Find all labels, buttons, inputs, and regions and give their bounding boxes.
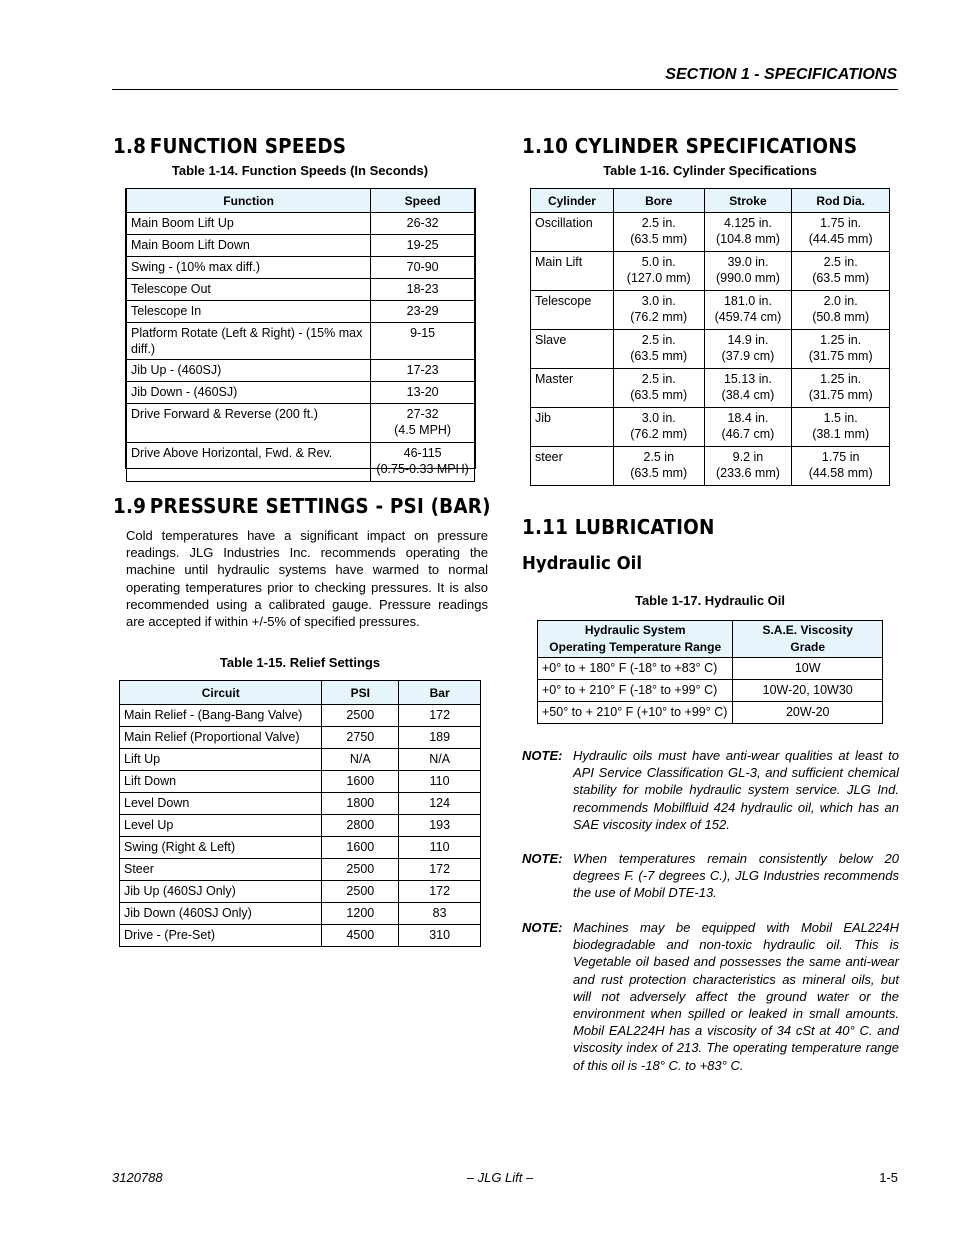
cylinder-cell: Main Lift xyxy=(531,252,614,291)
bar-cell: 189 xyxy=(399,727,481,749)
rod-dia-cell: 2.0 in. (50.8 mm) xyxy=(792,291,890,330)
table-row xyxy=(127,382,475,404)
table-row xyxy=(120,881,481,903)
bore-cell: 5.0 in. (127.0 mm) xyxy=(613,252,704,291)
column-header-stroke: Stroke xyxy=(704,189,792,213)
footer-page-number: 1-5 xyxy=(879,1170,898,1185)
circuit-cell: Lift Up xyxy=(120,749,322,771)
viscosity-grade-cell: 10W xyxy=(733,658,883,680)
rod-dia-cell: 1.75 in. (44.45 mm) xyxy=(792,213,890,252)
note-1 xyxy=(522,747,900,837)
psi-cell: 1600 xyxy=(322,837,399,859)
speed-cell: 27-32 (4.5 MPH) xyxy=(371,404,475,443)
note-text: Hydraulic oils must have anti-wear qualities at least to API Service Classification GL-3, and sufficient chemical stability for mobile hydraulic system service. JLG Ind. recommends Mobilfluid 424 hydraulic oil, which has an SAE viscosity index of 152. xyxy=(573,748,899,832)
table-row xyxy=(127,235,475,257)
circuit-cell: Level Up xyxy=(120,815,322,837)
psi-cell: 1800 xyxy=(322,793,399,815)
speed-cell: 17-23 xyxy=(371,360,475,382)
table-1-17-caption: Table 1-17. Hydraulic Oil xyxy=(634,593,786,608)
circuit-cell: Jib Down (460SJ Only) xyxy=(120,903,322,925)
note-text: Machines may be equipped with Mobil EAL224H biodegradable and non-toxic hydraulic oil. This is Vegetable oil based and possesses the same anti-wear and rust protection characteristics as mineral oils, but will not adversely affect the ground water or the environment when spilled or leaked in small amounts. Mobil EAL224H has a viscosity of 34 cSt at 40° C. and viscosity index of 213. The operating temperature range of this oil is -18° C. to +83° C. xyxy=(573,920,899,1073)
speed-cell: 18-23 xyxy=(371,279,475,301)
stroke-cell: 9.2 in (233.6 mm) xyxy=(704,447,792,486)
psi-cell: 2750 xyxy=(322,727,399,749)
circuit-cell: Lift Down xyxy=(120,771,322,793)
psi-cell: N/A xyxy=(322,749,399,771)
temperature-range-cell: +0° to + 210° F (-18° to +99° C) xyxy=(538,680,733,702)
psi-cell: 2800 xyxy=(322,815,399,837)
table-header-row xyxy=(531,189,890,213)
cylinder-cell: Master xyxy=(531,369,614,408)
section-1-8-heading xyxy=(113,134,346,158)
bar-cell: 110 xyxy=(399,771,481,793)
cylinder-specs-table xyxy=(530,188,890,486)
function-cell: Platform Rotate (Left & Right) - (15% max diff.) xyxy=(127,323,371,360)
table-row xyxy=(127,443,475,482)
table-row xyxy=(127,301,475,323)
bar-cell: N/A xyxy=(399,749,481,771)
table-row xyxy=(127,279,475,301)
psi-cell: 2500 xyxy=(322,881,399,903)
table-row xyxy=(531,330,890,369)
note-2 xyxy=(522,850,900,906)
bore-cell: 2.5 in. (63.5 mm) xyxy=(613,330,704,369)
temperature-range-cell: +0° to + 180° F (-18° to +83° C) xyxy=(538,658,733,680)
table-row xyxy=(127,404,475,443)
psi-cell: 1200 xyxy=(322,903,399,925)
circuit-cell: Drive - (Pre-Set) xyxy=(120,925,322,947)
table-header-row xyxy=(120,681,481,705)
section-1-10-heading xyxy=(522,134,857,158)
footer-center-text: – JLG Lift – xyxy=(466,1170,534,1185)
note-text: When temperatures remain consistently below 20 degrees F. (-7 degrees C.), JLG Industries recommends the use of Mobil DTE-13. xyxy=(573,851,899,901)
circuit-cell: Main Relief (Proportional Valve) xyxy=(120,727,322,749)
bar-cell: 310 xyxy=(399,925,481,947)
table-row xyxy=(127,213,475,235)
function-cell: Main Boom Lift Down xyxy=(127,235,371,257)
table-1-14-caption: Table 1-14. Function Speeds (In Seconds) xyxy=(171,163,429,178)
speed-cell: 26-32 xyxy=(371,213,475,235)
column-header-speed: Speed xyxy=(371,189,475,213)
bore-cell: 3.0 in. (76.2 mm) xyxy=(613,408,704,447)
bar-cell: 193 xyxy=(399,815,481,837)
footer-doc-number: 3120788 xyxy=(112,1170,163,1185)
table-header-row xyxy=(127,189,475,213)
pressure-paragraph: Cold temperatures have a significant impact on pressure readings. JLG Industries Inc. recommends operating the machine until hydraulic systems have warmed to normal operating temperatures prior to checking pressures. It is also recommended using a calibrated gauge. Pressure readings are accepted if within +/-5% of specified pressures. xyxy=(126,528,488,630)
section-1-11-heading xyxy=(522,515,715,539)
table-row xyxy=(531,291,890,330)
cylinder-cell: steer xyxy=(531,447,614,486)
table-row xyxy=(531,447,890,486)
table-row xyxy=(531,369,890,408)
table-row xyxy=(120,837,481,859)
circuit-cell: Main Relief - (Bang-Bang Valve) xyxy=(120,705,322,727)
speed-cell: 70-90 xyxy=(371,257,475,279)
note-3 xyxy=(522,919,900,1079)
column-header-viscosity-grade: S.A.E. Viscosity Grade xyxy=(733,621,883,658)
psi-cell: 1600 xyxy=(322,771,399,793)
bar-cell: 124 xyxy=(399,793,481,815)
section-1-10-title: CYLINDER SPECIFICATIONS xyxy=(574,134,858,158)
function-cell: Drive Forward & Reverse (200 ft.) xyxy=(127,404,371,443)
section-1-11-title: LUBRICATION xyxy=(574,515,715,539)
rod-dia-cell: 1.5 in. (38.1 mm) xyxy=(792,408,890,447)
function-cell: Telescope In xyxy=(127,301,371,323)
rod-dia-cell: 1.25 in. (31.75 mm) xyxy=(792,330,890,369)
cylinder-cell: Oscillation xyxy=(531,213,614,252)
rod-dia-cell: 2.5 in. (63.5 mm) xyxy=(792,252,890,291)
column-header-psi: PSI xyxy=(322,681,399,705)
table-row xyxy=(120,749,481,771)
function-cell: Swing - (10% max diff.) xyxy=(127,257,371,279)
column-header-cylinder: Cylinder xyxy=(531,189,614,213)
table-row xyxy=(120,771,481,793)
table-row xyxy=(127,360,475,382)
table-row xyxy=(531,213,890,252)
relief-settings-table xyxy=(119,680,481,947)
rod-dia-cell: 1.75 in (44.58 mm) xyxy=(792,447,890,486)
bore-cell: 2.5 in. (63.5 mm) xyxy=(613,213,704,252)
table-header-row xyxy=(538,621,883,658)
note-label: NOTE: xyxy=(522,748,563,763)
table-row xyxy=(120,793,481,815)
bore-cell: 2.5 in (63.5 mm) xyxy=(613,447,704,486)
section-1-8-number: 1.8 xyxy=(113,134,147,158)
hydraulic-oil-table xyxy=(537,620,883,724)
note-label: NOTE: xyxy=(522,851,563,866)
column-header-temperature-range: Hydraulic System Operating Temperature Range xyxy=(538,621,733,658)
column-header-rod-dia: Rod Dia. xyxy=(792,189,890,213)
table-row xyxy=(531,408,890,447)
table-row xyxy=(120,727,481,749)
table-row xyxy=(120,903,481,925)
circuit-cell: Swing (Right & Left) xyxy=(120,837,322,859)
psi-cell: 4500 xyxy=(322,925,399,947)
cylinder-cell: Telescope xyxy=(531,291,614,330)
speed-cell: 9-15 xyxy=(371,323,475,360)
section-1-8-title: FUNCTION SPEEDS xyxy=(149,134,347,158)
rod-dia-cell: 1.25 in. (31.75 mm) xyxy=(792,369,890,408)
table-row xyxy=(120,925,481,947)
column-header-bar: Bar xyxy=(399,681,481,705)
circuit-cell: Steer xyxy=(120,859,322,881)
column-header-circuit: Circuit xyxy=(120,681,322,705)
table-row xyxy=(538,658,883,680)
table-1-15-caption: Table 1-15. Relief Settings xyxy=(219,655,381,670)
stroke-cell: 39.0 in. (990.0 mm) xyxy=(704,252,792,291)
table-row xyxy=(120,815,481,837)
stroke-cell: 15.13 in. (38.4 cm) xyxy=(704,369,792,408)
circuit-cell: Jib Up (460SJ Only) xyxy=(120,881,322,903)
bar-cell: 172 xyxy=(399,881,481,903)
hydraulic-oil-subheading: Hydraulic Oil xyxy=(522,553,643,574)
table-row xyxy=(538,702,883,724)
function-cell: Jib Down - (460SJ) xyxy=(127,382,371,404)
cylinder-cell: Jib xyxy=(531,408,614,447)
table-row xyxy=(120,859,481,881)
table-row xyxy=(127,323,475,360)
temperature-range-cell: +50° to + 210° F (+10° to +99° C) xyxy=(538,702,733,724)
table-row xyxy=(120,705,481,727)
cylinder-cell: Slave xyxy=(531,330,614,369)
section-1-9-title: PRESSURE SETTINGS - PSI (BAR) xyxy=(149,494,491,518)
function-cell: Jib Up - (460SJ) xyxy=(127,360,371,382)
stroke-cell: 14.9 in. (37.9 cm) xyxy=(704,330,792,369)
table-1-16-caption: Table 1-16. Cylinder Specifications xyxy=(603,163,817,178)
section-1-10-number: 1.10 xyxy=(522,134,569,158)
note-label: NOTE: xyxy=(522,920,563,935)
bar-cell: 172 xyxy=(399,705,481,727)
stroke-cell: 4.125 in. (104.8 mm) xyxy=(704,213,792,252)
table-row xyxy=(531,252,890,291)
section-1-9-number: 1.9 xyxy=(113,494,147,518)
function-cell: Main Boom Lift Up xyxy=(127,213,371,235)
section-header-title: SECTION 1 - SPECIFICATIONS xyxy=(665,66,897,83)
section-1-11-number: 1.11 xyxy=(522,515,569,539)
speed-cell: 13-20 xyxy=(371,382,475,404)
circuit-cell: Level Down xyxy=(120,793,322,815)
header-divider xyxy=(112,89,898,90)
viscosity-grade-cell: 20W-20 xyxy=(733,702,883,724)
speed-cell: 19-25 xyxy=(371,235,475,257)
function-speeds-table xyxy=(126,188,475,482)
table-row xyxy=(127,257,475,279)
bar-cell: 172 xyxy=(399,859,481,881)
column-header-function: Function xyxy=(127,189,371,213)
psi-cell: 2500 xyxy=(322,705,399,727)
psi-cell: 2500 xyxy=(322,859,399,881)
bore-cell: 3.0 in. (76.2 mm) xyxy=(613,291,704,330)
bar-cell: 83 xyxy=(399,903,481,925)
section-1-9-heading xyxy=(113,494,491,518)
stroke-cell: 18.4 in. (46.7 cm) xyxy=(704,408,792,447)
bore-cell: 2.5 in. (63.5 mm) xyxy=(613,369,704,408)
function-cell: Telescope Out xyxy=(127,279,371,301)
stroke-cell: 181.0 in. (459.74 cm) xyxy=(704,291,792,330)
column-header-bore: Bore xyxy=(613,189,704,213)
table-row xyxy=(538,680,883,702)
speed-cell: 23-29 xyxy=(371,301,475,323)
function-cell: Drive Above Horizontal, Fwd. & Rev. xyxy=(127,443,371,482)
bar-cell: 110 xyxy=(399,837,481,859)
viscosity-grade-cell: 10W-20, 10W30 xyxy=(733,680,883,702)
speed-cell: 46-115 (0.75-0.33 MPH) xyxy=(371,443,475,482)
